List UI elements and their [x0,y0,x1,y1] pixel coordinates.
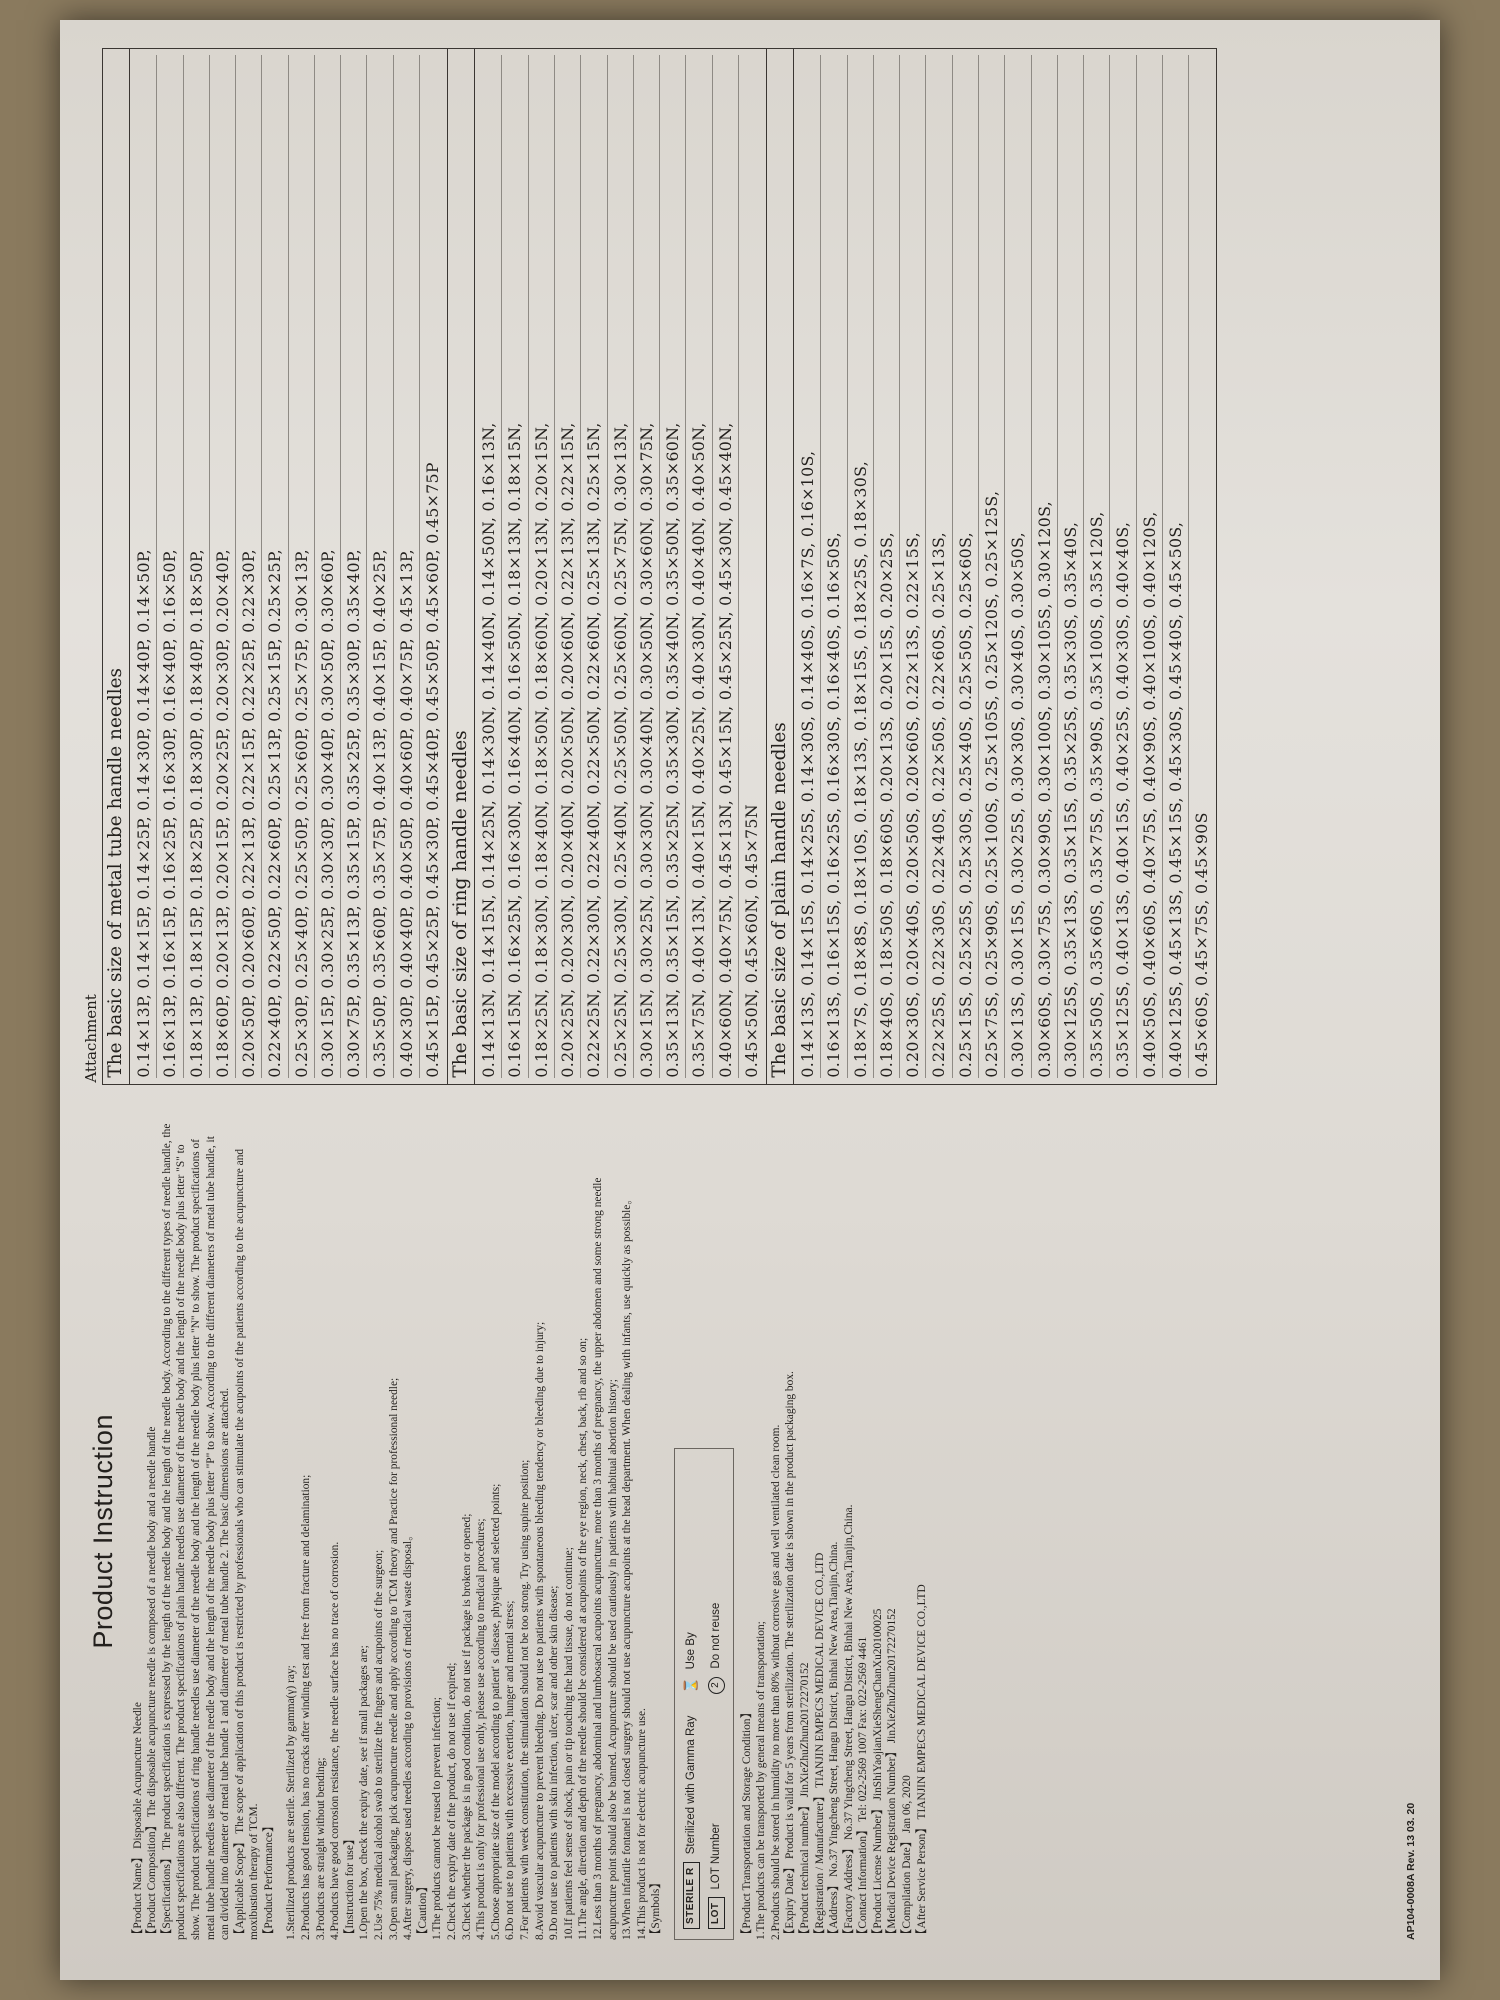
list-item: 5.Choose appropriate size of the model according to patient' s disease, physique and selected points; [489,1483,502,1940]
table-row: 0.40×60N, 0.40×75N, 0.45×13N, 0.45×15N, 0.45×25N, 0.45×30N, 0.45×40N, [713,55,739,1078]
specifications: 【Specifications】 The product specification is expressed by the length of the needle body and the length of the needle body. According to the different types of needle handle, the product specifications are also different. The product specifications of plain handle needles use diameter of the needle body and the length of the needle body plus letter "S" to show. The product specifications of ring handle needles use diameter of the needle body and the length of the needle body plus letter "N" to show. The product specifications of metal tube handle needles use diameter of the needle body and the length of the needle body plus letter "P" to show. According to the different diameters of metal tube handle, it can divided into diameter of metal tube handle 1 and diameter of metal tube handle 2. The basic dimensions are attached. [160,1123,232,1940]
table-row: 0.35×75N, 0.40×13N, 0.40×15N, 0.40×25N, 0.40×30N, 0.40×40N, 0.40×50N, [686,55,712,1078]
list-item: 14.This product is not for electric acupuncture use. [635,1708,648,1940]
table-row: 0.16×13S, 0.16×15S, 0.16×25S, 0.16×30S, 0.16×40S, 0.16×50S, [821,55,847,1078]
table-row: 0.16×13P, 0.16×15P, 0.16×25P, 0.16×30P, 0.16×40P, 0.16×50P, [157,55,183,1078]
compilation-date: 【Compilation Date】 Jan 06, 2020 [901,1775,914,1940]
list-item: 4.After surgery, dispose used needles according to provisions of medical waste disposal。 [402,1529,415,1940]
symbol-lot [708,1716,725,1929]
table-row: 0.18×25N, 0.18×30N, 0.18×40N, 0.18×50N, 0.18×60N, 0.20×13N, 0.20×15N, [529,55,555,1078]
address: 【Address】 No.37 Yingcheng Street, Hangu District, Binhai New Area,Tianjin,China. [828,1541,841,1940]
document-code: AP104-0008A Rev. 13 03. 20 [1404,1802,1417,1940]
expiry-date: 【Expiry Date】 Product is valid for 5 years from sterilization. The sterilization date is shown in the product packaging box. [784,1371,797,1940]
technical-number: 【Product technical number】 JinXieZhuZhun20172270152 [798,1662,811,1940]
table-row: 0.18×7S, 0.18×8S, 0.18×10S, 0.18×13S, 0.18×15S, 0.18×25S, 0.18×30S, [848,55,874,1078]
contact-information: 【Contact Information】 Tel: 022-2569 1007 Fax: 022-2569 4461 [857,1636,870,1940]
list-item: 4.This product is only for professional use only, please use according to medical procedures; [475,1518,488,1940]
caution-heading: 【Caution】 [416,1881,429,1940]
after-service: 【After Service Person】 TIANJIN EMPECS MEDICAL DEVICE CO.,LTD [915,1584,928,1940]
ring-handle-heading: The basic size of ring handle needles [447,49,475,1084]
plain-handle-heading: The basic size of plain handle needles [766,49,794,1084]
table-row: 0.22×25N, 0.22×30N, 0.22×40N, 0.22×50N, 0.22×60N, 0.25×13N, 0.25×15N, [581,55,607,1078]
transport-heading: 【Product Transportation and Storage Condition】 [740,1707,753,1940]
table-row: 0.40×125S, 0.45×13S, 0.45×15S, 0.45×30S, 0.45×40S, 0.45×50S, [1163,55,1189,1078]
list-item: 1.The products can be transported by general means of transportation; [755,1621,768,1940]
table-row: 0.20×50P, 0.20×60P, 0.22×13P, 0.22×15P, 0.22×25P, 0.22×30P, [236,55,262,1078]
table-row: 0.18×60P, 0.20×13P, 0.20×15P, 0.20×25P, 0.20×30P, 0.20×40P, [210,55,236,1078]
symbols-legend [674,1448,734,1940]
table-row: 0.14×13N, 0.14×15N, 0.14×25N, 0.14×30N, 0.14×40N, 0.14×50N, 0.16×13N, [476,55,502,1078]
list-item: 1.The products cannot be reused to prevent infection; [431,1697,444,1940]
caution-list [430,1123,649,1940]
instruction-title: Product Instruction [88,1414,118,1649]
list-item: 6.Do not use to patients with excessive exertion, hunger and mental stress; [504,1600,517,1940]
table-row: 0.22×25S, 0.22×30S, 0.22×40S, 0.22×50S, 0.22×60S, 0.25×13S, [926,55,952,1078]
attachment-title: Attachment [82,994,100,1083]
symbol-use-by [683,1603,700,1694]
table-row: 0.18×13P, 0.18×15P, 0.18×25P, 0.18×30P, 0.18×40P, 0.18×50P, [184,55,210,1078]
table-row: 0.14×13S, 0.14×15S, 0.14×25S, 0.14×30S, 0.14×40S, 0.16×7S, 0.16×10S, [795,55,821,1078]
list-item: 2.Products has good tension, has no cracks after winding test and free from fracture and delamination; [300,1474,313,1940]
table-row: 0.30×125S, 0.35×13S, 0.35×15S, 0.35×25S, 0.35×30S, 0.35×40S, [1058,55,1084,1078]
table-row: 0.16×15N, 0.16×25N, 0.16×30N, 0.16×40N, 0.16×50N, 0.18×13N, 0.18×15N, [502,55,528,1078]
table-row: 0.18×40S, 0.18×50S, 0.18×60S, 0.20×13S, 0.20×15S, 0.20×25S, [874,55,900,1078]
list-item: 1.Open the box, check the expiry date, see if small packages are; [358,1645,371,1940]
instruction-heading: 【Instruction for use】 [343,1833,356,1940]
size-tables [102,48,1217,1085]
list-item: 8.Avoid vascular acupuncture to prevent bleeding. Do not use to patients with spontaneous bleeding tendency or bleeding due to injury; [533,1321,546,1940]
no-reuse-label: Do not reuse [709,1602,722,1669]
list-item: 9.Do not use to patients with skin infection, ulcer, scar and other skin disease; [548,1585,561,1940]
table-row: 0.22×40P, 0.22×50P, 0.22×60P, 0.25×13P, 0.25×15P, 0.25×25P, [262,55,288,1078]
instruction-leaflet [60,20,1440,1980]
table-row: 0.45×15P, 0.45×25P, 0.45×30P, 0.45×40P, 0.45×50P, 0.45×60P, 0.45×75P [422,462,442,1078]
table-row: 0.30×15N, 0.30×25N, 0.30×30N, 0.30×40N, 0.30×50N, 0.30×60N, 0.30×75N, [634,55,660,1078]
list-item: 3.Products are straight without bending; [314,1757,327,1940]
list-item: 12.Less than 3 months of pregnancy, abdominal and lumbosacral acupoints acupuncture, more than 3 months of pregnancy, the upper abdomen and some strong needle acupuncture point should also be banned. Acupuncture should be used cautiously in patients with habitual abortion history; [591,1177,619,1940]
table-row: 0.25×75S, 0.25×90S, 0.25×100S, 0.25×105S, 0.25×120S, 0.25×125S, [979,55,1005,1078]
license-number: 【Product License Number】 JinShiYaojianXieShengChanXu20100025 [871,1608,884,1940]
list-item: 4.Products have good corrosion resistance, the needle surface has no trace of corrosion. [329,1541,342,1940]
metal-tube-sizes [130,49,447,1084]
list-item: 1.Sterilized products are sterile. Sterilized by gamma(γ) ray; [285,1665,298,1940]
list-item: 2.Use 75% medical alcohol swab to sterilize the fingers and acupoints of the surgeon; [373,1549,386,1940]
use-by-label: Use By [684,1632,697,1670]
table-row: 0.20×25N, 0.20×30N, 0.20×40N, 0.20×50N, 0.20×60N, 0.22×13N, 0.22×15N, [555,55,581,1078]
hourglass-icon: ⌛ [682,1677,698,1694]
applicable-scope: 【Applicable Scope】 The scope of application of this product is restricted by professionals who can stimulate the acupoints of the patients according to the acupuncture and moxibustion therapy of TCM. [233,1148,261,1940]
lot-label: LOT Number [709,1823,722,1890]
plain-handle-sizes [794,49,1216,1084]
table-row: 0.35×50S, 0.35×60S, 0.35×75S, 0.35×90S, 0.35×100S, 0.35×120S, [1084,55,1110,1078]
device-registration: 【Medical Device Registration Number】 JinXieZhuZhun20172270152 [886,1608,899,1940]
list-item: 13.When infantile fontanel is not closed surgery should not use acupuncture acupoints at the head department. When dealing with infants, use quickly as possible。 [621,1193,634,1940]
list-item: 2.Products should be stored in humidity no more than 80% without corrosive gas and well ventilated clean room. [769,1424,782,1940]
table-row: 0.45×50N, 0.45×60N, 0.45×75N [741,804,761,1078]
table-row: 0.45×60S, 0.45×75S, 0.45×90S [1192,812,1212,1078]
symbol-no-reuse [708,1603,725,1694]
table-row: 0.25×30P, 0.25×40P, 0.25×50P, 0.25×60P, 0.25×75P, 0.30×13P, [289,55,315,1078]
lot-icon: LOT [708,1898,725,1930]
list-item: 10.If patients feel sense of shock, pain or tip touching the hard tissue, do not continue; [562,1547,575,1940]
ring-handle-sizes [475,49,766,1084]
performance-list [284,1123,342,1940]
table-row: 0.30×13S, 0.30×15S, 0.30×25S, 0.30×30S, 0.30×40S, 0.30×50S, [1005,55,1031,1078]
table-row: 0.14×13P, 0.14×15P, 0.14×25P, 0.14×30P, 0.14×40P, 0.14×50P, [131,55,157,1078]
factory-address: 【Factory Address】 No.37 Yingcheng Street, Hangu District, Binhai New Area,Tianjin,China. [842,1504,855,1940]
symbol-sterile [683,1716,700,1929]
table-row: 0.35×50P, 0.35×60P, 0.35×75P, 0.40×13P, 0.40×15P, 0.40×25P, [367,55,393,1078]
performance-heading: 【Product Performance】 [262,1820,275,1940]
product-instruction-column [82,1123,1418,1940]
list-item: 2.Check the expiry date of the product, do not use if expired; [446,1662,459,1940]
list-item: 3.Open small packaging, pick acupuncture needle and apply according to TCM theory and Practice for professional needle; [387,1377,400,1940]
table-row: 0.30×75P, 0.35×13P, 0.35×15P, 0.35×25P, 0.35×30P, 0.35×40P, [341,55,367,1078]
attachment-column [82,48,1418,1085]
do-not-reuse-icon: 2 [708,1677,725,1694]
product-composition: 【Product Composition】 The disposable acupuncture needle is composed of a needle body and a needle handle [146,1426,159,1940]
table-row: 0.25×15S, 0.25×25S, 0.25×30S, 0.25×40S, 0.25×50S, 0.25×60S, [953,55,979,1078]
sterile-label: Sterilized with Gamma Ray [684,1715,697,1855]
table-row: 0.35×125S, 0.40×13S, 0.40×15S, 0.40×25S, 0.40×30S, 0.40×40S, [1110,55,1136,1078]
list-item: 11.The angle, direction and depth of the needle should be considered at acupoints of the eye region, neck, chest, back, rib and so on; [577,1337,590,1940]
list-item: 7.For patients with week constitution, the stimulation should not be too strong. Try using supine position; [518,1459,531,1940]
sterile-icon: STERILE R [683,1862,700,1929]
table-row: 0.35×13N, 0.35×15N, 0.35×25N, 0.35×30N, 0.35×40N, 0.35×50N, 0.35×60N, [660,55,686,1078]
instruction-list [357,1123,415,1940]
metal-tube-heading: The basic size of metal tube handle needles [103,49,130,1084]
product-name: 【Product Name】 Disposable Acupuncture Needle [131,1702,144,1940]
table-row: 0.30×60S, 0.30×75S, 0.30×90S, 0.30×100S, 0.30×105S, 0.30×120S, [1032,55,1058,1078]
registration: 【Registration / Manufacturer】 TIANJIN EMPECS MEDICAL DEVICE CO.,LTD [813,1552,826,1940]
table-row: 0.20×30S, 0.20×40S, 0.20×50S, 0.20×60S, 0.22×13S, 0.22×15S, [900,55,926,1078]
table-row: 0.40×50S, 0.40×60S, 0.40×75S, 0.40×90S, 0.40×100S, 0.40×120S, [1137,55,1163,1078]
table-row: 0.25×25N, 0.25×30N, 0.25×40N, 0.25×50N, 0.25×60N, 0.25×75N, 0.30×13N, [608,55,634,1078]
table-row: 0.30×15P, 0.30×25P, 0.30×30P, 0.30×40P, 0.30×50P, 0.30×60P, [315,55,341,1078]
table-row: 0.40×30P, 0.40×40P, 0.40×50P, 0.40×60P, 0.40×75P, 0.45×13P, [394,55,420,1078]
symbols-heading: 【Symbols】 [650,1877,663,1940]
list-item: 3.Check whether the package is in good condition, do not use if package is broken or opened; [460,1513,473,1940]
